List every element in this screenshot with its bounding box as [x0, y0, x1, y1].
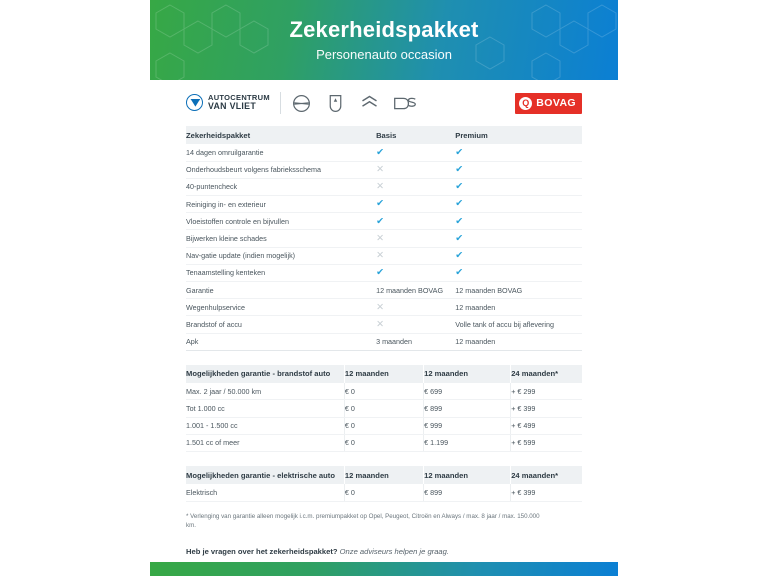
basis-value — [376, 213, 455, 230]
table-row — [186, 299, 582, 316]
fuel-warranty-table — [186, 365, 582, 452]
price-term-3: + € 499 — [511, 417, 582, 434]
citroen-logo-icon — [359, 93, 380, 114]
price-term-3: + € 399 — [511, 400, 582, 417]
cross-icon: ✕ — [376, 232, 385, 244]
feature-label: Nav-gatie update (indien mogelijk) — [186, 247, 376, 264]
opel-logo-icon — [291, 93, 312, 114]
footnote: * Verlenging van garantie alleen mogelijk i.c.m. premiumpakket op Opel, Peugeot, Citroën en Always / max. 8 jaar / max. 150.000 km. — [186, 512, 540, 530]
left-margin — [0, 0, 150, 576]
document-content — [150, 80, 618, 556]
basis-value — [376, 196, 455, 213]
col-header-term-1: 12 maanden — [344, 466, 423, 484]
page-title: Zekerheidspakket — [289, 17, 479, 43]
col-header-category: Mogelijkheden garantie - elektrische auto — [186, 466, 344, 484]
check-icon: ✔ — [455, 181, 464, 193]
price-term-3: + € 599 — [511, 434, 582, 451]
price-term-3: + € 299 — [511, 383, 582, 400]
basis-value — [376, 178, 455, 195]
brand-logos — [291, 93, 414, 114]
cross-icon: ✕ — [376, 164, 385, 176]
basis-value — [376, 299, 455, 316]
basis-value: 12 maanden BOVAG — [376, 282, 455, 299]
table-header-row — [186, 466, 582, 484]
dealer-logo — [186, 94, 270, 111]
ds-automobiles-logo-icon — [393, 93, 414, 114]
electric-warranty-table — [186, 466, 582, 502]
dealer-name-line1: AUTOCENTRUM — [208, 93, 270, 103]
premium-value — [455, 247, 582, 264]
cross-icon: ✕ — [376, 318, 385, 330]
price-term-2: € 999 — [424, 417, 511, 434]
col-header-feature: Zekerheidspakket — [186, 126, 376, 144]
feature-label: 40-puntencheck — [186, 178, 376, 195]
table-row — [186, 400, 582, 417]
check-icon: ✔ — [376, 215, 385, 227]
bovag-badge — [515, 93, 582, 114]
feature-label: Brandstof of accu — [186, 316, 376, 333]
category-label: Tot 1.000 cc — [186, 400, 344, 417]
category-label: 1.501 cc of meer — [186, 434, 344, 451]
right-margin — [618, 0, 768, 576]
bovag-label: BOVAG — [536, 97, 576, 109]
basis-value — [376, 316, 455, 333]
feature-label: Reiniging in- en exterieur — [186, 196, 376, 213]
price-term-1: € 0 — [344, 400, 423, 417]
price-term-1: € 0 — [344, 417, 423, 434]
cta-text — [150, 531, 618, 556]
premium-value — [455, 264, 582, 281]
feature-label: Wegenhulpservice — [186, 299, 376, 316]
main-table-wrap — [150, 126, 618, 502]
check-icon: ✔ — [455, 215, 464, 227]
premium-value — [455, 196, 582, 213]
col-header-category: Mogelijkheden garantie - brandstof auto — [186, 365, 344, 383]
col-header-premium: Premium — [455, 126, 582, 144]
table-row — [186, 178, 582, 195]
price-term-2: € 699 — [424, 383, 511, 400]
logo-divider — [280, 92, 281, 114]
page-subtitle: Personenauto occasion — [316, 46, 452, 62]
table-row — [186, 434, 582, 451]
col-header-term-1: 12 maanden — [344, 365, 423, 383]
basis-value: 3 maanden — [376, 333, 455, 350]
peugeot-logo-icon — [325, 93, 346, 114]
table-row — [186, 144, 582, 161]
table-row — [186, 316, 582, 333]
premium-value — [455, 178, 582, 195]
category-label: Elektrisch — [186, 484, 344, 501]
price-term-2: € 899 — [424, 400, 511, 417]
table-header-row — [186, 126, 582, 144]
basis-value — [376, 230, 455, 247]
check-icon: ✔ — [455, 249, 464, 261]
cross-icon: ✕ — [376, 301, 385, 313]
price-term-3: + € 399 — [511, 484, 582, 501]
col-header-term-2: 12 maanden — [424, 466, 511, 484]
premium-value: 12 maanden — [455, 333, 582, 350]
zekerheidspakket-table — [186, 126, 582, 351]
premium-value — [455, 144, 582, 161]
check-icon: ✔ — [455, 232, 464, 244]
price-term-1: € 0 — [344, 484, 423, 501]
table-row — [186, 264, 582, 281]
cta-question: Heb je vragen over het zekerheidspakket? — [186, 546, 338, 556]
price-term-1: € 0 — [344, 383, 423, 400]
cross-icon: ✕ — [376, 249, 385, 261]
price-term-1: € 0 — [344, 434, 423, 451]
category-label: 1.001 - 1.500 cc — [186, 417, 344, 434]
table-row — [186, 161, 582, 178]
check-icon: ✔ — [455, 267, 464, 279]
autocentrum-mark-icon — [186, 94, 203, 111]
col-header-term-3: 24 maanden* — [511, 466, 582, 484]
table-row — [186, 333, 582, 350]
premium-value — [455, 213, 582, 230]
price-term-2: € 899 — [424, 484, 511, 501]
feature-label: Onderhoudsbeurt volgens fabrieksschema — [186, 161, 376, 178]
table-row — [186, 213, 582, 230]
check-icon: ✔ — [455, 146, 464, 158]
dealer-name-line2: VAN VLIET — [208, 101, 256, 112]
category-label: Max. 2 jaar / 50.000 km — [186, 383, 344, 400]
bovag-mark-icon: Q — [519, 97, 532, 110]
feature-label: Bijwerken kleine schades — [186, 230, 376, 247]
table-row — [186, 484, 582, 501]
cross-icon: ✕ — [376, 181, 385, 193]
logo-row — [150, 80, 618, 126]
check-icon: ✔ — [376, 146, 385, 158]
basis-value — [376, 161, 455, 178]
col-header-basis: Basis — [376, 126, 455, 144]
col-header-term-3: 24 maanden* — [511, 365, 582, 383]
check-icon: ✔ — [376, 267, 385, 279]
check-icon: ✔ — [455, 164, 464, 176]
premium-value: Volle tank of accu bij aflevering — [455, 316, 582, 333]
table-header-row — [186, 365, 582, 383]
feature-label: Apk — [186, 333, 376, 350]
feature-label: Tenaamstelling kenteken — [186, 264, 376, 281]
table-row — [186, 247, 582, 264]
table-row — [186, 282, 582, 299]
price-term-2: € 1.199 — [424, 434, 511, 451]
check-icon: ✔ — [376, 198, 385, 210]
basis-value — [376, 264, 455, 281]
table-row — [186, 196, 582, 213]
feature-label: Vloeistoffen controle en bijvullen — [186, 213, 376, 230]
col-header-term-2: 12 maanden — [424, 365, 511, 383]
footer-bar — [150, 562, 618, 576]
premium-value: 12 maanden — [455, 299, 582, 316]
feature-label: 14 dagen omruilgarantie — [186, 144, 376, 161]
check-icon: ✔ — [455, 198, 464, 210]
table-row — [186, 417, 582, 434]
header-banner — [150, 0, 618, 80]
table-row — [186, 383, 582, 400]
table-row — [186, 230, 582, 247]
feature-label: Garantie — [186, 282, 376, 299]
premium-value — [455, 230, 582, 247]
premium-value — [455, 161, 582, 178]
cta-answer: Onze adviseurs helpen je graag. — [339, 546, 449, 556]
premium-value: 12 maanden BOVAG — [455, 282, 582, 299]
basis-value — [376, 144, 455, 161]
basis-value — [376, 247, 455, 264]
